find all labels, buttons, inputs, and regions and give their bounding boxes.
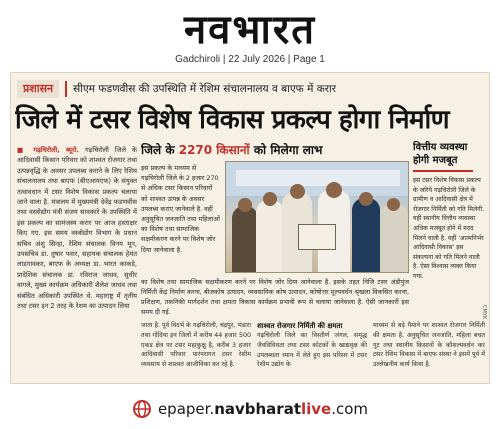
kicker-text: सीएम फडणवीस की उपस्थिति में रेशिम संचालनालय व बाएफ में करार — [73, 83, 337, 95]
center-body — [141, 277, 409, 317]
news-photo[interactable] — [225, 161, 409, 273]
inset-paragraph: इस प्रकल्प के माध्यम से गढ़चिरोली जिले के 2 हजार 270 से अधिक टसर किसान परिवारों को शाश्वत उत्पन्न के अवसर उपलब्ध कराए जानेवाले है. वहीं अनुसूचित जनजाति तथा महिलाओं का विशेष तथा सामाजिक सक्षमीकरण करने पर विशेष जोर दिया जानेवाला है. — [141, 164, 220, 254]
bottom-column-3 — [373, 321, 485, 381]
bottom-column-2 — [257, 321, 367, 381]
newspaper-logo[interactable]: नवभारत — [183, 7, 317, 53]
left-column-body: गढ़चिरोली जिले के आदिवासी किसान परिवार को शाश्वत रोजगार तथा उत्पन्नवृद्धि के अवसर उपलब्ध कराने के लिए रेशिम संचालनालय तथा बाएफ (बीएआयएफ) के संयुक्त तत्वावधान में टसर विशेष विकास प्रकल्प चलाया जाने वाला है. मंत्रालय में मुख्यमंत्री देवेंद्र फडणवीस तथा वस्त्रोद्योग मंत्री संजय सावकारे के उपस्थिति में इस प्रकल्प का सामंजस्य करार पर आज हस्ताक्षर किए गए. इस समय वस्त्रोद्योग विभाग के प्रधान सचिव अंशु सिन्हा, रेशिम संचालक विनय मून, उपसचिव डा. तुषार पवार, सहायक संचालक हेमंत लाडगावकर, बाएफ के अध्यक्ष डा. भारत काकडे, प्रादेशिक संचालक डा. रविराज जाधव, सुधीर वागले, मुख्य कार्यक्रम अधिकारी शैलेश जाधव तथा संबंधित अधिकारी उपस्थित थे. महाराष्ट्र में तृतीय तथा टसर इन 2 तरह के रेशम का उत्पादन लिया — [17, 146, 137, 311]
sidebar-title: वित्तीय व्यवस्था होगी मजबूत — [413, 142, 468, 166]
bottom-column-3-text: माध्यम से बड़े पैमाने पर शाश्वत रोजगार निर्मिती की क्षमता है. अनुसूचित जनजाति, महिला बचत गुट तथा स्थानीय किसानों के कौशल्यवर्धन कर टसर रेशिम विकास में बाएफ संस्था ने इसमें पूर्व में उल्लेखनीय कार्य किया है. — [373, 322, 485, 369]
banner-suffix: को मिलेगा लाभ — [253, 143, 323, 157]
inset-text — [141, 163, 221, 273]
newspaper-page — [10, 72, 490, 384]
center-paragraph: का विशेष तथा सामाजिक सक्षमीकरण करने पर विशेष जोर दिया जानेवाला है. इसके तहत निजि टसर अंडीपुंज निर्मिती केंद्र निर्माण करना, बीजकोष उत्पादन, व्यवसायिक कोष उत्पादन, कोषोत्तर मूल्यवर्धन श्रृंखला विकसित करना, प्रशिक्षण, तकनिकी मार्गदर्शन तथा क्षमता विकास कार्यक्रम प्रभावी रूप से चलाया जानेवाला है. ऐसी जानकारी इस समय दी गई. — [141, 278, 409, 316]
person-head — [290, 184, 305, 199]
cmyk-marker: CMYK — [481, 305, 487, 320]
dateline: Gadchiroli | 22 July 2026 | Page 1 — [175, 54, 325, 65]
byline: ■ गढ़चिरोली, ब्यूरो. — [17, 146, 79, 154]
kicker-divider — [65, 81, 67, 97]
person-head — [326, 182, 342, 198]
person-figure — [256, 200, 284, 272]
person-head — [238, 198, 252, 212]
footer — [0, 388, 500, 429]
bottom-columns — [141, 321, 485, 381]
banner-accent: 2270 किसानों — [178, 143, 250, 157]
sidebar-box — [413, 141, 487, 320]
url-brand: navbharat — [214, 399, 301, 418]
person-head — [263, 192, 277, 206]
center-banner — [141, 141, 409, 159]
center-story — [141, 141, 409, 317]
photo-banner-strip — [236, 170, 400, 186]
sidebar-rule — [413, 170, 473, 172]
sidebar-text: इस टसर विशेष विकास प्रकल्प के जरिये गढ़चिरोली जिले के ग्रामीण व आदिवासी क्षेत्र में रोजगार निर्मिती को गति मिलेगी. वहीं स्थानीय वित्तीय व्यवस्था अधिक मजबूत होने में मदद मिलने वाली है. वहीं 'आत्मनिर्भर आदिवासी विकास' इस संकल्पना को गति मिलने वाली है. ऐसा विश्वास व्यक्त किया गया. — [413, 177, 485, 280]
bottom-column-2-text: गढ़चिरोली जिले का विस्तीर्ण जंगल, समृद्ध जैवविविधता तथा टसर कोटकों के खाद्यवृक्ष की उपलब्धता ध्यान में लेते हुए इस परिसर में टसर रेशीम उद्योग के — [257, 332, 367, 369]
section-tag: प्रशासन — [17, 80, 59, 98]
bottom-column-1-text: जाता है. पूर्व विदर्भ के गढ़चिरोली, चंद्रपुर, भंडारा तथा गोंदिया इन जिलों में करीब 44 हजार 500 एकड़ क्षेत्र पर टसर महाकुक्षु है, करीब 3 हजार आदिवासी परिवार पारंपरागत टसर रेशीम व्यवसाय से शाश्वत आजीविका कर रहे है. — [141, 322, 251, 369]
bottom-column-1 — [141, 321, 251, 381]
agreement-document — [298, 224, 336, 250]
left-column — [17, 145, 137, 379]
globe-icon — [132, 399, 152, 419]
url-accent: live — [301, 399, 332, 418]
masthead — [0, 0, 500, 70]
url-suffix: .com — [331, 399, 369, 418]
person-head — [359, 192, 373, 206]
banner-prefix: जिले के — [141, 143, 175, 157]
subheading: शाश्वत रोजगार निर्मिती की क्षमता — [257, 322, 343, 330]
epaper-link[interactable] — [158, 400, 368, 418]
person-head — [387, 198, 400, 211]
url-prefix: epaper. — [157, 399, 215, 418]
person-figure — [380, 204, 408, 272]
left-column-text — [17, 145, 137, 312]
main-headline: जिले में टसर विशेष विकास प्रकल्प होगा निर्माण — [15, 105, 450, 135]
person-figure — [352, 198, 380, 272]
person-figure — [232, 206, 258, 272]
kicker-row — [17, 79, 485, 99]
